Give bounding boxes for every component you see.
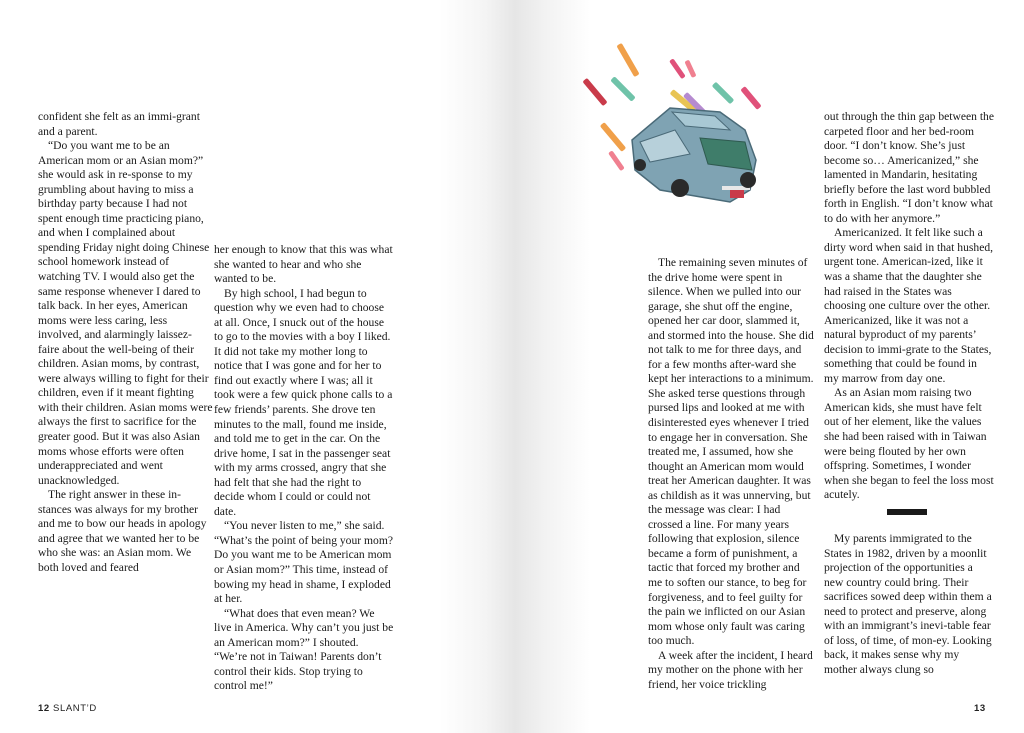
paragraph: “Do you want me to be an American mom or an Asian mom?” she would ask in re-sponse to my grumbling about having to miss a birthday party because I had not spent enough time practicing piano, and when I complained about spending Friday night doing Chinese school homework instead of watching TV. I would also get the same response whenever I dared to talk back. In her eyes, American moms were less caring, less involved, and alarmingly laissez-faire about the well-being of their children. Asian moms, by contrast, were always willing to fight for their children, even if it meant fighting with their children. Asian moms were always the first to sacrifice for the greater good. But it was also Asian moms whose efforts were often underappreciated and went unacknowledged.: [38, 139, 213, 487]
page-number-left: 12: [38, 703, 50, 714]
section-divider: [887, 509, 927, 515]
page-number-right: 13: [974, 703, 986, 714]
page-gutter: [440, 0, 590, 733]
paragraph: A week after the incident, I heard my mother on the phone with her friend, her voice trickling: [648, 648, 813, 691]
paragraph: confident she felt as an immi-grant and a parent.: [38, 110, 200, 138]
paragraph: The remaining seven minutes of the drive home were spent in silence. When we pulled into our garage, she shut off the engine, opened her car door, slammed it, and stormed into the house. She did not talk to me for three days, and for a few months after-ward she kept her interactions to a minimum. She asked terse questions through pursed lips and looked at me with disinterested eyes whenever I tried to engage her in conversation. She treated me, I assumed, how she thought an American mom would treat her American daughter. It was as childish as it was unnerving, but the message was clear: I had crossed a line. For many years following that explosion, silence became a form of punishment, a tactic that forced my brother and me to soften our stance, to beg for forgiveness, and to feel guilty for the pain we inflicted on our Asian mom whose only fault was caring too much.: [648, 256, 814, 648]
paragraph: Americanized. It felt like such a dirty word when said in that hushed, urgent tone. American-ized, like it was a shame that the daughter she had raised in the States was choosing one culture over the other. Americanized, like it was not a natural byproduct of my parents’ decision to immi-grate to the States, something that could be found in my marrow from day one.: [824, 226, 994, 385]
paragraph: The right answer in these in-stances was always for my brother and me to bow our heads in apology and agree that we wanted her to be who she was: an Asian mom. We both loved and feared: [38, 488, 207, 574]
left-folio: [38, 703, 97, 714]
right-page-column-2: [824, 110, 994, 503]
left-page-column-2: [214, 243, 394, 694]
paragraph: “You never listen to me,” she said. “What’s the point of being your mom? Do you want me to be American mom or Asian mom?” This time, instead of bowing my head in shame, I exploded at her.: [214, 519, 394, 606]
car-with-falling-sticks-illustration: [580, 30, 780, 230]
paragraph: “What does that even mean? We live in America. Why can’t you just be an American mom?” I shouted. “We’re not in Taiwan! Parents don’t control their kids. Stop trying to control me!”: [214, 606, 394, 693]
right-page-column-1: [648, 256, 816, 692]
paragraph: By high school, I had begun to question why we even had to choose at all. Once, I snuck out of the house to go to the movies with a boy I liked. It did not take my mother long to notice that I was gone and for her to find out exactly where I was; all it took were a few quick phone calls to a few friends’ parents. She drove ten minutes to the mall, found me inside, and told me to get in the car. On the drive home, I sat in the passenger seat with my arms crossed, angry that she had felt that she had the right to decide whom I could or could not date.: [214, 286, 393, 518]
right-folio: [974, 703, 986, 714]
magazine-title: SLANT’D: [53, 703, 97, 714]
car-icon: [632, 108, 756, 202]
paragraph: As an Asian mom raising two American kids, she must have felt out of her element, like the values she had been raised with in Taiwan were being flouted by her own offspring. Sometimes, I wonder when she began to feel the loss most acutely.: [824, 386, 994, 502]
paragraph: My parents immigrated to the States in 1982, driven by a moonlit projection of the opportunities a new country could bring. Their sacrifices sowed deep within them a need to protect and preserve, along with an immigrant’s inevi-table fear of loss, of time, of mon-ey. Looking back, it makes sense why my mother always clung so: [824, 532, 992, 676]
right-page-column-2-continued: [824, 532, 994, 677]
paragraph: her enough to know that this was what she wanted to hear and who she wanted to be.: [214, 243, 393, 286]
paragraph: out through the thin gap between the carpeted floor and her bed-room door. “I don’t know. She’s just become so… Americanized,” she lamented in Mandarin, hesitating briefly before the last word bubbled forth in English. “I don’t know what to do with her anymore.”: [824, 110, 995, 225]
left-page-column-1: [38, 110, 213, 576]
